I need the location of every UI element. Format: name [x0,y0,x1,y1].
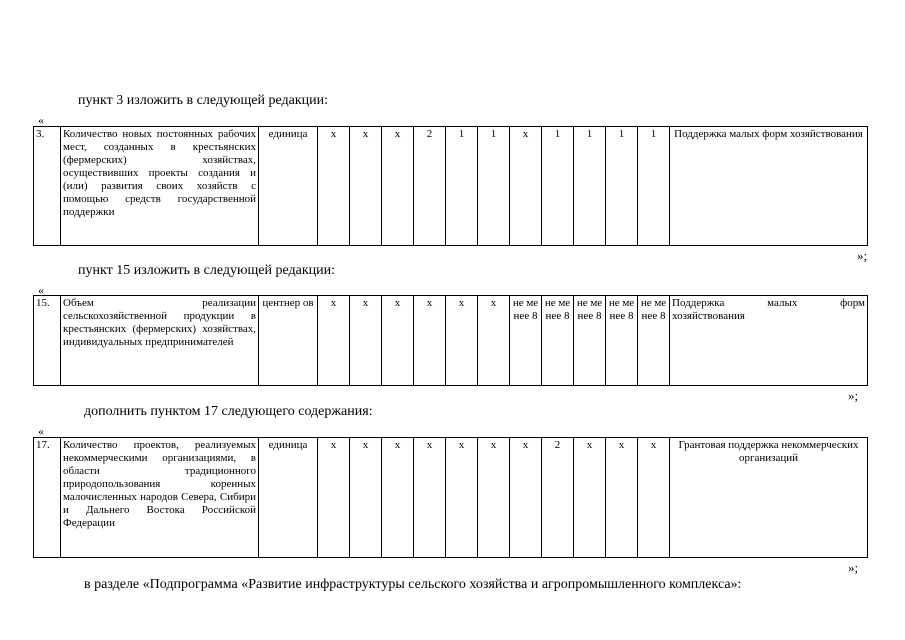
intro-paragraph: пункт 15 изложить в следующей редакции: [78,263,335,278]
value-cell: х [478,438,510,558]
value-cell: х [350,296,382,386]
program-cell: Поддержка малых форм хозяйствования [670,127,868,246]
close-quote: »; [857,248,868,263]
program-line: Поддержка малых форм [672,297,865,309]
indicator-name: Объем реализации сельскохозяйственной продукции в крестьянских (фермерских) хозяйствах, индивидуальных предпринимателей [61,296,259,386]
value-cell: не ме нее 8 [638,296,670,386]
value-cell: 1 [542,127,574,246]
amendment-table [33,126,868,246]
row-number: 15. [34,296,61,386]
close-quote: »; [848,388,859,403]
value-cell: х [382,296,414,386]
value-cell: 1 [446,127,478,246]
table-row [34,296,868,386]
value-cell: х [318,438,350,558]
value-cell: не ме нее 8 [542,296,574,386]
value-cell: х [510,438,542,558]
value-cell: х [318,127,350,246]
unit-cell: центнер ов [259,296,318,386]
value-cell: 1 [574,127,606,246]
value-cell: х [382,438,414,558]
indicator-name: Количество новых постоянных рабочих мест, созданных в крестьянских (фермерских) хозяйствах, осуществивших проекты создания и (или) развития своих хозяйств с помощью средств государственной поддержки [61,127,259,246]
amendment-table [33,437,868,558]
row-number: 3. [34,127,61,246]
value-cell: х [638,438,670,558]
program-cell: Грантовая поддержка некоммерческих организаций [670,438,868,558]
value-cell: не ме нее 8 [574,296,606,386]
unit-cell: единица [259,127,318,246]
value-cell: х [446,296,478,386]
value-cell: х [478,296,510,386]
value-cell: х [510,127,542,246]
close-quote: »; [848,560,859,575]
intro-paragraph: пункт 3 изложить в следующей редакции: [78,93,328,108]
table-row [34,127,868,246]
value-cell: х [414,296,446,386]
value-cell: 1 [606,127,638,246]
value-cell: х [414,438,446,558]
value-cell: х [382,127,414,246]
table-row [34,438,868,558]
value-cell: 1 [478,127,510,246]
value-cell: не ме нее 8 [510,296,542,386]
row-number: 17. [34,438,61,558]
value-cell: х [574,438,606,558]
value-cell: х [350,438,382,558]
value-cell: 2 [542,438,574,558]
open-quote: « [38,424,44,438]
program-cell [670,296,868,386]
value-cell: х [606,438,638,558]
open-quote: « [38,113,44,127]
indicator-name: Количество проектов, реализуемых некоммерческими организациями, в области традиционного природопользования коренных малочисленных народов Севера, Сибири и Дальнего Востока Российской Федерации [61,438,259,558]
value-cell: 1 [638,127,670,246]
footer-paragraph: в разделе «Подпрограмма «Развитие инфраструктуры сельского хозяйства и агропромышленного комплекса»: [84,577,742,592]
value-cell: х [350,127,382,246]
open-quote: « [38,283,44,297]
program-line: хозяйствования [672,310,745,322]
unit-cell: единица [259,438,318,558]
value-cell: 2 [414,127,446,246]
amendment-table [33,295,868,386]
intro-paragraph: дополнить пунктом 17 следующего содержания: [84,404,373,419]
value-cell: не ме нее 8 [606,296,638,386]
value-cell: х [318,296,350,386]
value-cell: х [446,438,478,558]
